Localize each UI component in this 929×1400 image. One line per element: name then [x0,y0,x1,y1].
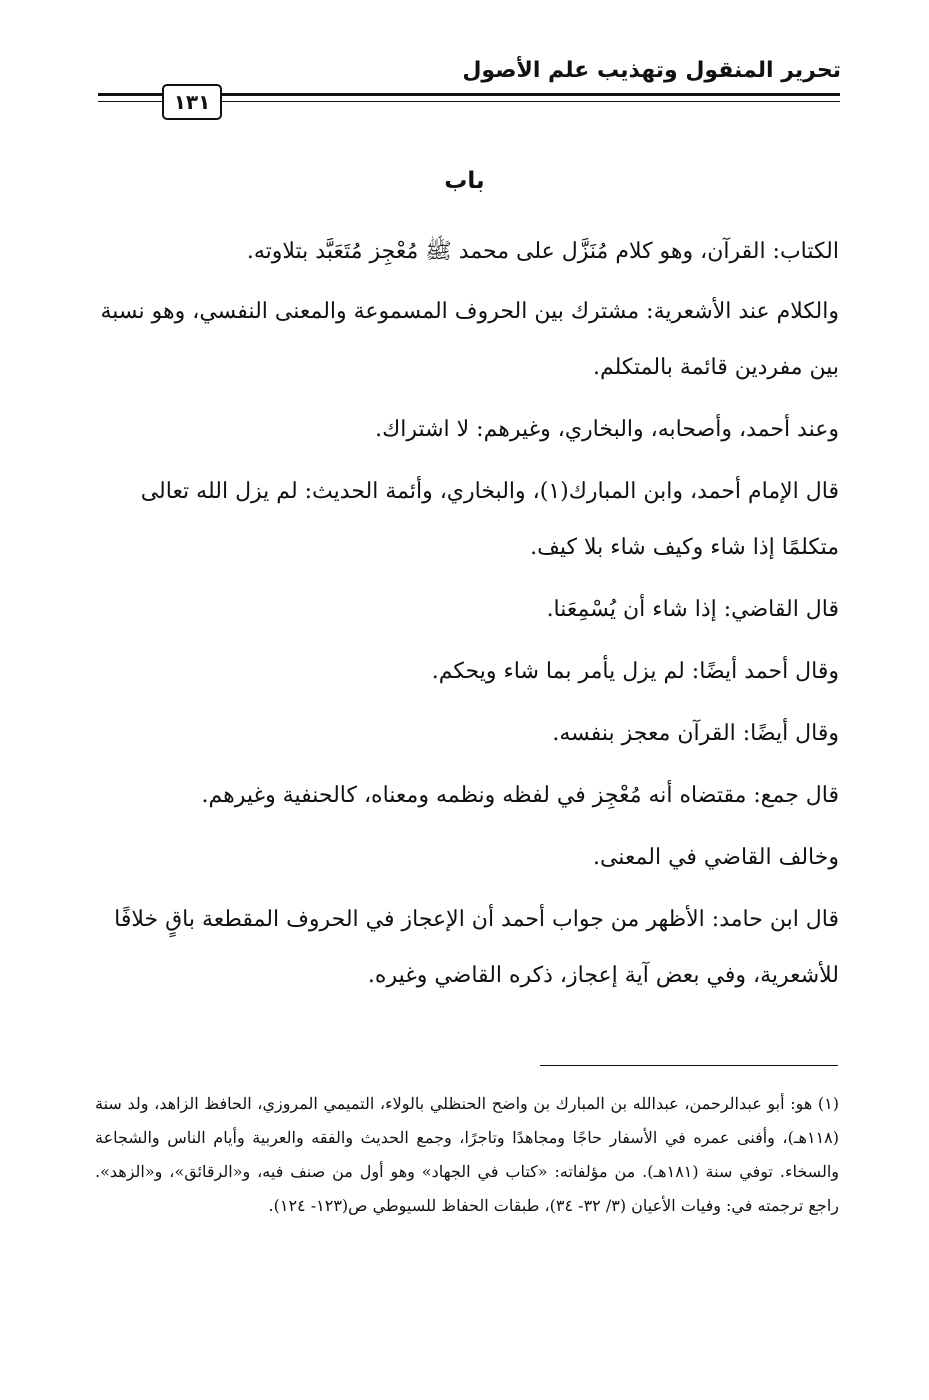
paragraph: قال ابن حامد: الأظهر من جواب أحمد أن الإعجاز في الحروف المقطعة باقٍ خلافًا للأشعرية، وفي بعض آية إعجاز، ذكره القاضي وغيره. [114,907,839,988]
paragraph: الكتاب: القرآن، وهو كلام مُنَزَّل على محمد ﷺ مُعْجِز مُتَعَبَّد بتلاوته. [246,239,839,264]
paragraph: وقال أحمد أيضًا: لم يزل يأمر بما شاء ويحكم. [431,659,839,684]
paragraph: قال الإمام أحمد، وابن المبارك(١)، والبخاري، وأئمة الحديث: لم يزل الله تعالى متكلمًا إذا شاء وكيف شاء بلا كيف. [140,479,839,560]
page-number: ١٣١ [162,84,222,120]
paragraph: والكلام عند الأشعرية: مشترك بين الحروف المسموعة والمعنى النفسي، وهو نسبة بين مفردين قائمة بالمتكلم. [100,299,839,380]
paragraph: قال جمع: مقتضاه أنه مُعْجِز في لفظه ونظمه ومعناه، كالحنفية وغيرهم. [201,783,839,808]
header-rule-left [98,93,162,96]
paragraph: وخالف القاضي في المعنى. [592,845,839,870]
header-rule-right-thin [222,101,840,102]
paragraph: وقال أيضًا: القرآن معجز بنفسه. [552,721,839,746]
paragraph: وعند أحمد، وأصحابه، والبخاري، وغيرهم: لا اشتراك. [375,417,839,442]
body-text [95,224,839,1004]
footnotes [95,1087,839,1223]
header-rule-right [222,93,840,96]
running-header-title: تحرير المنقول وتهذيب علم الأصول [462,58,841,83]
paragraph: قال القاضي: إذا شاء أن يُسْمِعَنا. [546,597,839,622]
footnote-separator [540,1065,838,1066]
header-rule-left-thin [98,101,162,102]
chapter-heading: باب [444,168,485,194]
footnote: (١) هو: أبو عبدالرحمن، عبدالله بن المبارك بن واضح الحنظلي بالولاء، التميمي المروزي، الحافظ الزاهد، ولد سنة (١١٨هـ)، وأفنى عمره في الأسفار حاجًا ومجاهدًا وتاجرًا، وجمع الحديث والفقه والعربية وأيام الناس والشجاعة والسخاء. توفي سنة (١٨١هـ). من مؤلفاته: «كتاب في الجهاد» وهو أول من صنف فيه، و«الرقائق»، و«الزهد». راجع ترجمته في: وفيات الأعيان (٣/ ٣٢- ٣٤)، طبقات الحفاظ للسيوطي ص(١٢٣- ١٢٤). [95,1094,839,1215]
